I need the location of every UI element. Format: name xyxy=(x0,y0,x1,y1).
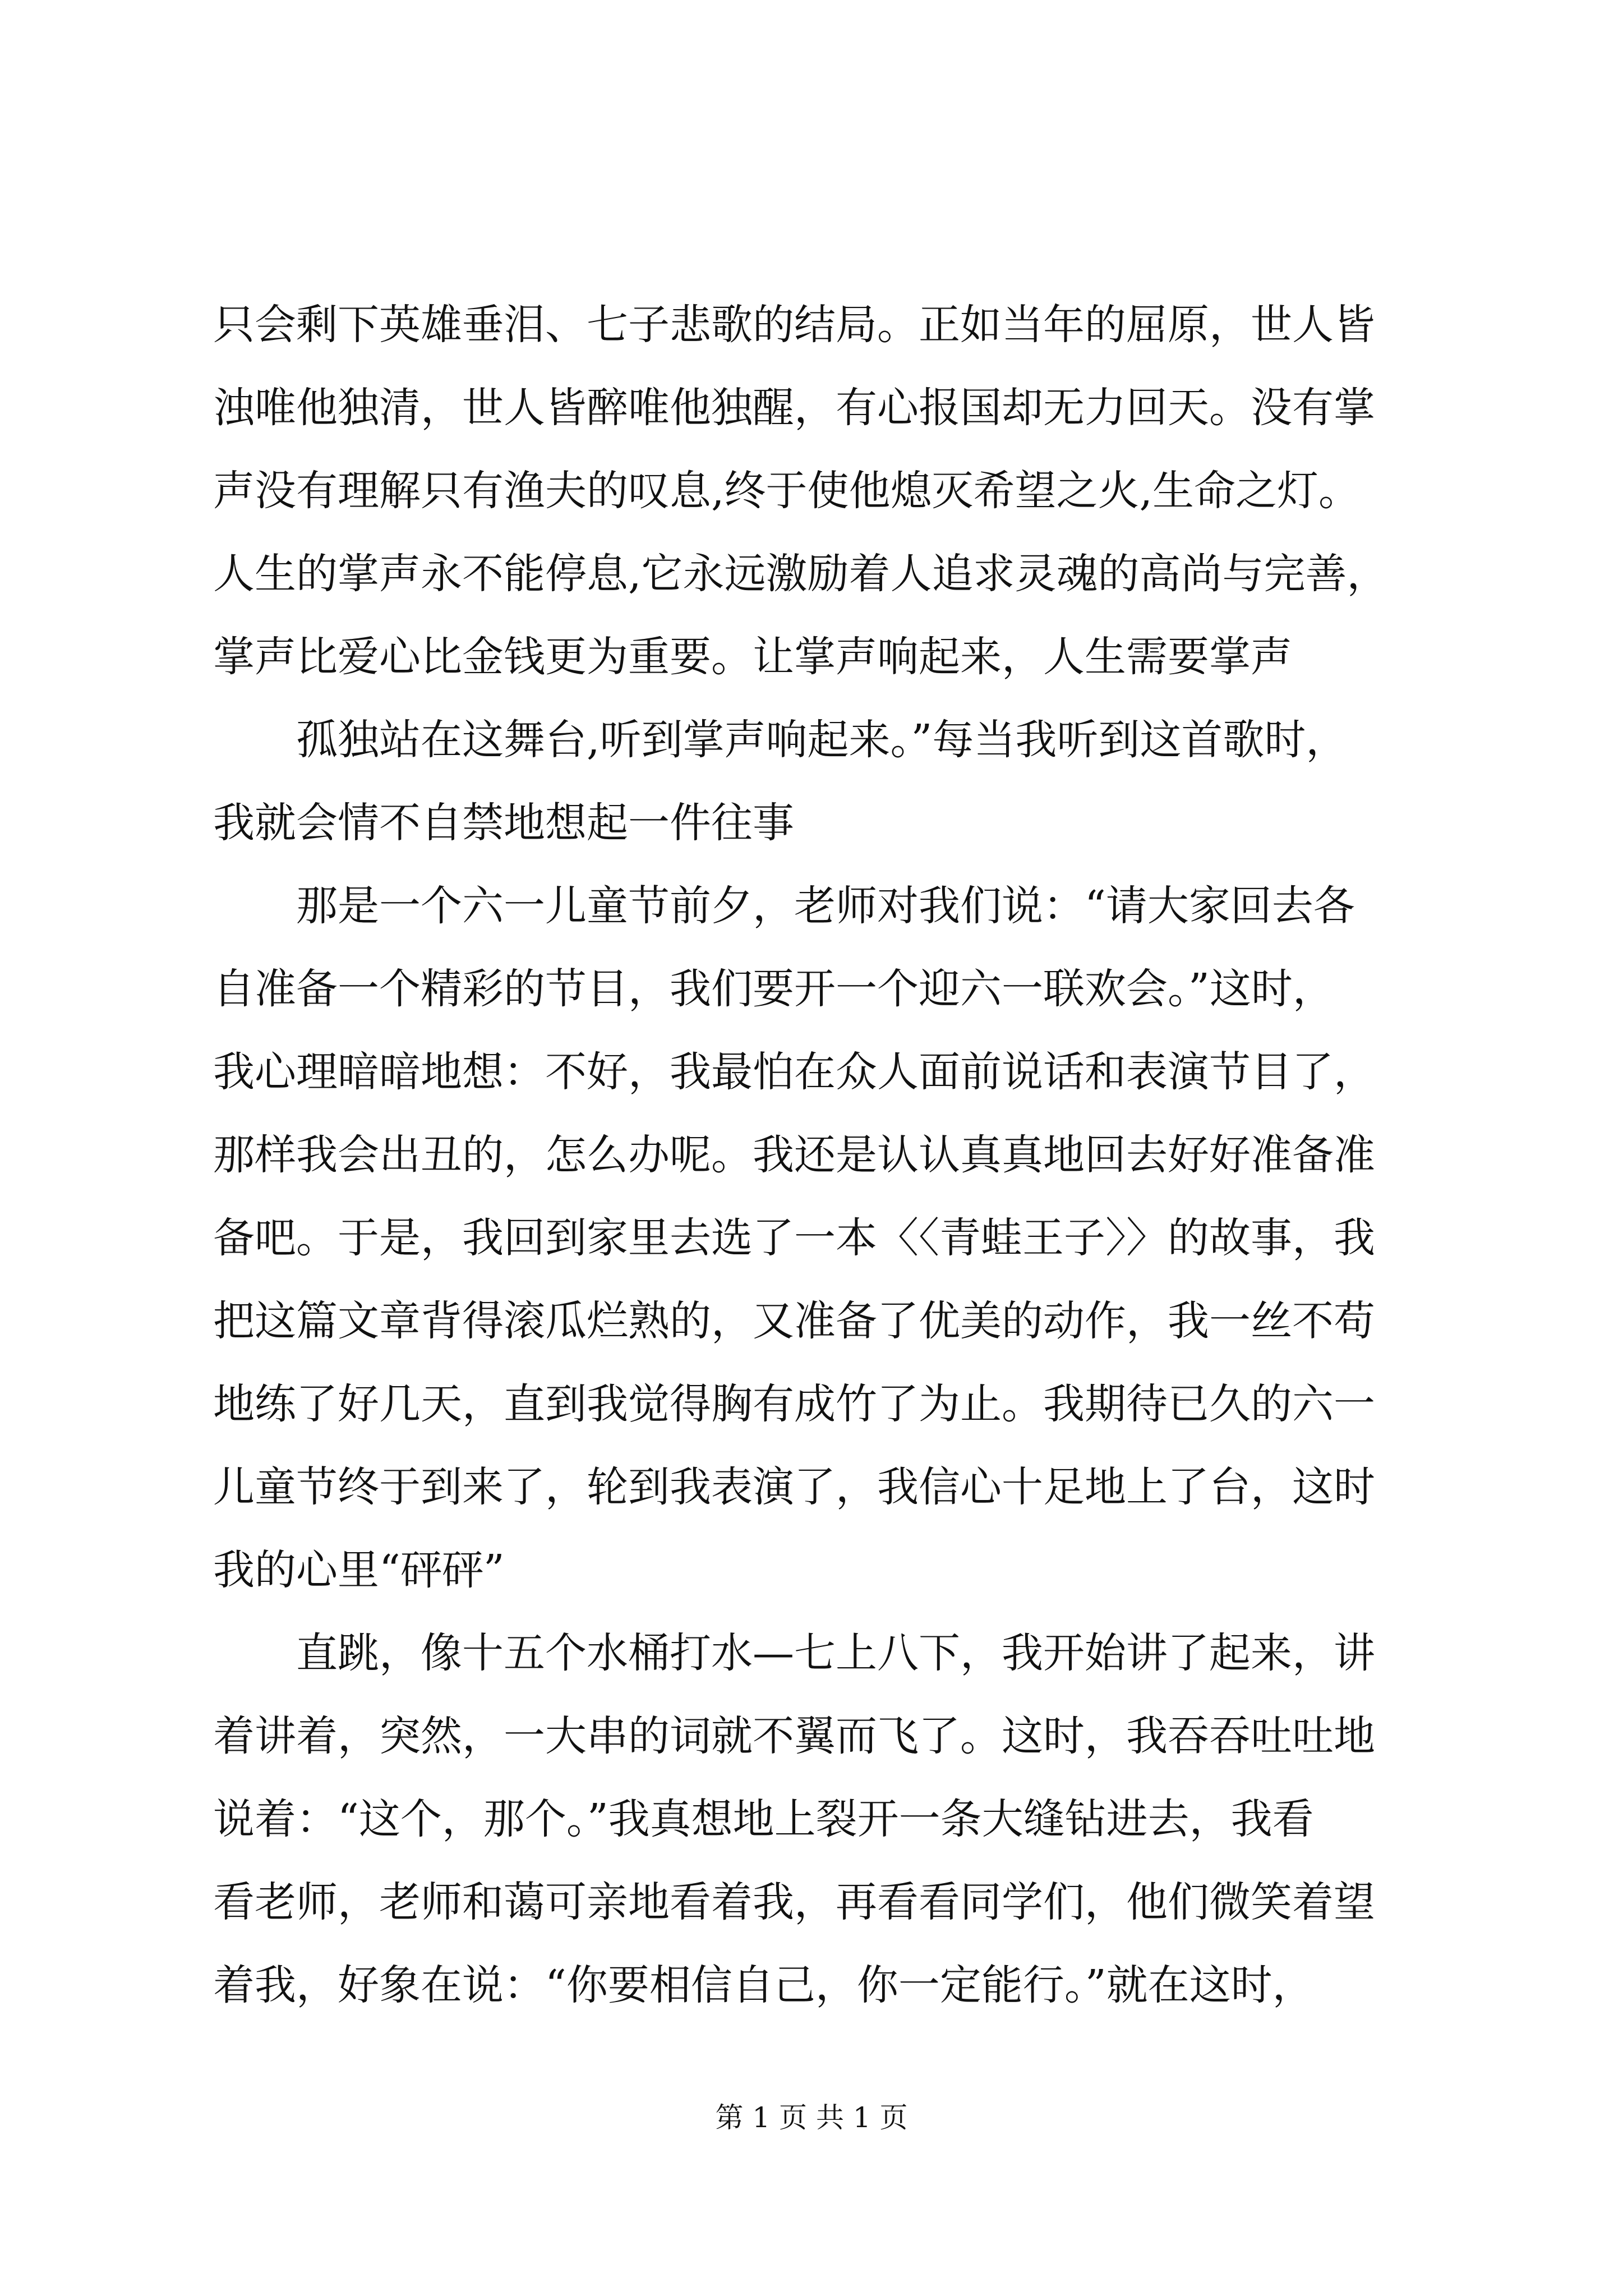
page-footer: 第 1 页 共 1 页 xyxy=(715,2101,908,2134)
text-line: 那样我会出丑的，怎么办呢。我还是认认真真地回去好好准备准 xyxy=(213,1131,1375,1179)
text-line: 掌声比爱心比金钱更为重要。让掌声响起来，人生需要掌声 xyxy=(213,633,1292,681)
text-line: 声没有理解只有渔夫的叹息,终于使他熄灭希望之火,生命之灯。 xyxy=(213,467,1361,515)
text-line: 说着：“这个，那个。”我真想地上裂开一条大缝钻进去，我看 xyxy=(213,1795,1314,1843)
paragraph-first-line: 那是一个六一儿童节前夕，老师对我们说：“请大家回去各 xyxy=(296,882,1355,930)
text-line: 儿童节终于到来了，轮到我表演了，我信心十足地上了台，这时 xyxy=(213,1463,1375,1511)
text-line: 我心理暗暗地想：不好，我最怕在众人面前说话和表演节目了， xyxy=(213,1048,1375,1096)
paragraph-first-line: 孤独站在这舞台,听到掌声响起来。”每当我听到这首歌时， xyxy=(296,716,1348,764)
text-line: 把这篇文章背得滚瓜烂熟的，又准备了优美的动作，我一丝不苟 xyxy=(213,1297,1375,1345)
text-line: 着讲着，突然，一大串的词就不翼而飞了。这时，我吞吞吐吐地 xyxy=(213,1712,1375,1760)
text-line: 着我，好象在说：“你要相信自己，你一定能行。”就在这时， xyxy=(213,1961,1314,2009)
body-text xyxy=(213,283,1419,2027)
text-line: 看老师，老师和蔼可亲地看着我，再看看同学们，他们微笑着望 xyxy=(213,1878,1375,1926)
paragraph-first-line: 直跳，像十五个水桶打水—七上八下，我开始讲了起来，讲 xyxy=(296,1629,1375,1677)
text-line: 地练了好几天，直到我觉得胸有成竹了为止。我期待已久的六一 xyxy=(213,1380,1375,1428)
text-line: 备吧。于是，我回到家里去选了一本〈〈青蛙王子〉〉的故事，我 xyxy=(213,1214,1375,1262)
text-line: 我就会情不自禁地想起一件往事 xyxy=(213,799,794,847)
text-line: 只会剩下英雄垂泪、七子悲歌的结局。正如当年的屈原，世人皆 xyxy=(213,301,1375,349)
text-line: 我的心里“砰砰” xyxy=(213,1546,505,1594)
text-line: 浊唯他独清，世人皆醉唯他独醒，有心报国却无力回天。没有掌 xyxy=(213,384,1375,432)
text-line: 人生的掌声永不能停息,它永远激励着人追求灵魂的高尚与完善， xyxy=(213,550,1389,598)
text-line: 自准备一个精彩的节目，我们要开一个迎六一联欢会。”这时， xyxy=(213,965,1334,1013)
